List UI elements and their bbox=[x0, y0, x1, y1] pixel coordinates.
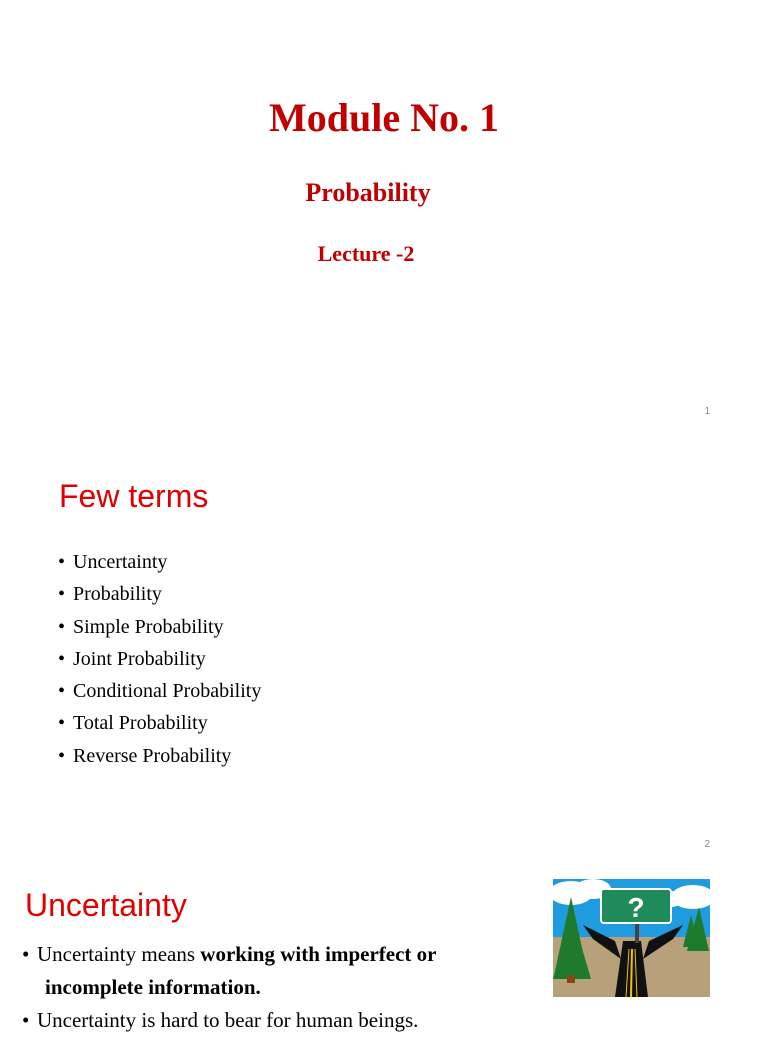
topic-subtitle: Probability bbox=[305, 178, 431, 207]
list-item: • Total Probability bbox=[58, 712, 208, 735]
section-heading: Uncertainty bbox=[25, 887, 187, 923]
list-item: • Reverse Probability bbox=[58, 744, 232, 767]
bullet-text bbox=[22, 938, 502, 1037]
lecture-label: Lecture -2 bbox=[317, 241, 415, 266]
bullet-line-1-cont: incomplete information. bbox=[45, 975, 261, 999]
slide-3 bbox=[0, 864, 768, 1032]
list-item: • Probability bbox=[58, 583, 162, 606]
list-item: • Conditional Probability bbox=[58, 680, 262, 703]
module-title: Module No. 1 bbox=[269, 95, 499, 140]
list-item: • Joint Probability bbox=[58, 647, 206, 670]
crossroads-illustration bbox=[553, 879, 710, 997]
svg-text:?: ? bbox=[627, 892, 645, 923]
page-number: 2 bbox=[704, 839, 710, 850]
slide-1 bbox=[0, 0, 768, 432]
bullet-line-2: • Uncertainty is hard to bear for human beings. bbox=[22, 1008, 419, 1032]
terms-list bbox=[58, 546, 261, 772]
list-item: • Uncertainty bbox=[58, 551, 168, 573]
list-item: • Simple Probability bbox=[58, 615, 224, 638]
page-number: 1 bbox=[704, 406, 710, 417]
slide-2 bbox=[0, 432, 768, 864]
bullet-line-1: • Uncertainty means working with imperfect or bbox=[22, 942, 437, 966]
section-heading: Few terms bbox=[59, 478, 209, 514]
